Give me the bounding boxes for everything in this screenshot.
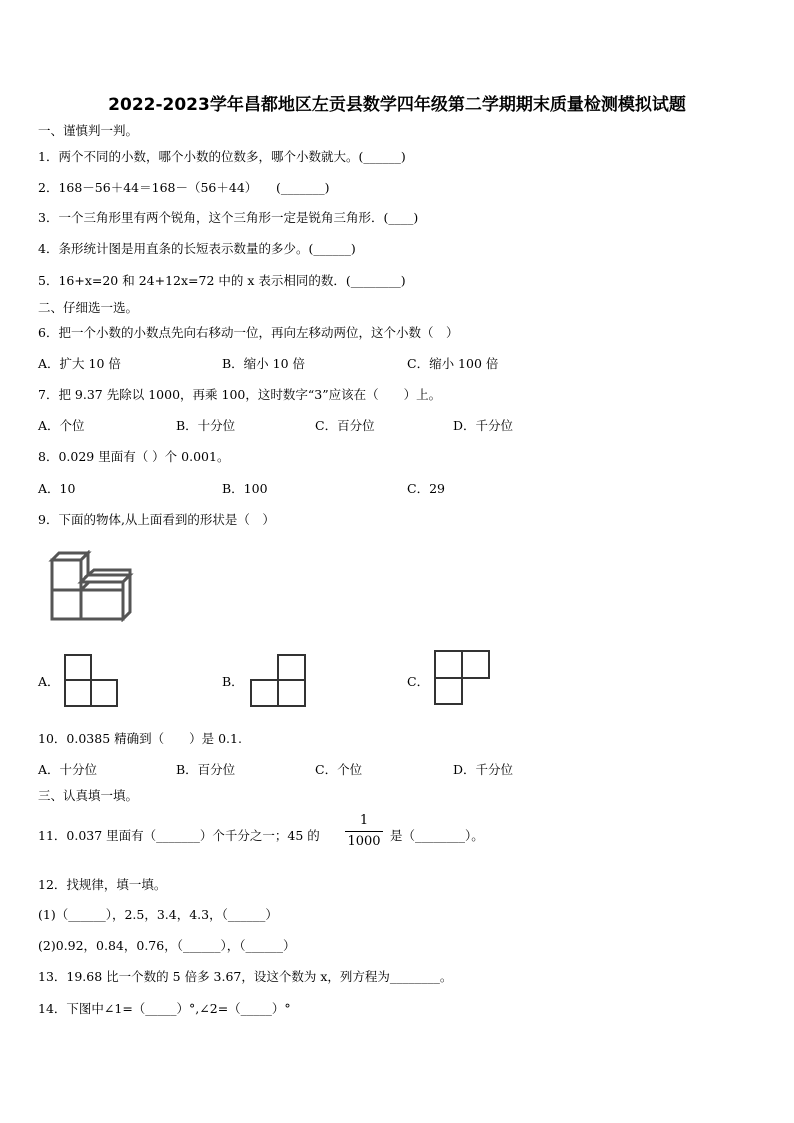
q10-option-a: A．十分位 — [38, 762, 98, 777]
fraction-numerator: 1 — [359, 813, 369, 828]
question-12-part-2: (2)0.92，0.84，0.76，（______），（______） — [38, 938, 296, 953]
q6-option-b: B．缩小 10 倍 — [222, 356, 306, 371]
question-5: 5．16+x=20 和 24+12x=72 中的 x 表示相同的数．(________) — [38, 273, 406, 288]
q10-option-d: D．千分位 — [453, 762, 514, 777]
q7-option-d: D．千分位 — [453, 418, 514, 433]
question-4: 4．条形统计图是用直条的长短表示数量的多少。(______) — [38, 241, 356, 256]
question-14: 14．下图中∠1=（_____）°,∠2=（_____）° — [38, 1001, 291, 1016]
q9-option-c: C． — [407, 674, 430, 689]
fraction-denominator: 1000 — [347, 834, 381, 849]
question-13: 13．19.68 比一个数的 5 倍多 3.67，设这个数为 x，列方程为________。 — [38, 969, 453, 984]
q6-option-c: C．缩小 100 倍 — [407, 356, 499, 371]
section-1-heading: 一、谨慎判一判。 — [38, 123, 139, 138]
question-7: 7．把 9.37 先除以 1000，再乘 100，这时数字“3”应该在（ ）上。 — [38, 387, 442, 402]
question-12-part-1: (1)（______），2.5，3.4，4.3，（______） — [38, 907, 278, 922]
q7-option-c: C．百分位 — [315, 418, 375, 433]
section-2-heading: 二、仔细选一选。 — [38, 300, 139, 315]
q8-option-a: A．10 — [38, 481, 76, 496]
question-11-part-2: 是（________）。 — [390, 828, 484, 843]
option-c-shape-figure — [434, 650, 492, 706]
fraction-bar — [345, 831, 383, 832]
page-title: 2022-2023学年昌都地区左贡县数学四年级第二学期期末质量检测模拟试题 — [108, 95, 686, 115]
q9-option-a: A． — [38, 674, 60, 689]
cube-stack-figure — [46, 550, 136, 622]
q8-option-c: C．29 — [407, 481, 445, 496]
question-3: 3．一个三角形里有两个锐角，这个三角形一定是锐角三角形．(____) — [38, 210, 419, 225]
option-a-shape-figure — [64, 654, 120, 708]
question-11-part-1: 11．0.037 里面有（_______）个千分之一；45 的 — [38, 828, 320, 843]
question-9: 9．下面的物体,从上面看到的形状是（ ） — [38, 512, 275, 527]
fraction-one-thousandth — [345, 812, 383, 851]
question-8: 8．0.029 里面有（ ）个 0.001。 — [38, 449, 230, 464]
section-3-heading: 三、认真填一填。 — [38, 788, 139, 803]
option-b-shape-figure — [250, 654, 308, 708]
question-10: 10．0.0385 精确到（ ）是 0.1. — [38, 731, 242, 746]
question-1: 1．两个不同的小数，哪个小数的位数多，哪个小数就大。(______) — [38, 149, 406, 164]
question-6: 6．把一个小数的小数点先向右移动一位，再向左移动两位，这个小数（ ） — [38, 325, 459, 340]
q9-option-b: B． — [222, 674, 244, 689]
q7-option-a: A．个位 — [38, 418, 85, 433]
q10-option-c: C．个位 — [315, 762, 363, 777]
q8-option-b: B．100 — [222, 481, 268, 496]
q7-option-b: B．十分位 — [176, 418, 236, 433]
q6-option-a: A．扩大 10 倍 — [38, 356, 121, 371]
q10-option-b: B．百分位 — [176, 762, 236, 777]
question-12: 12．找规律，填一填。 — [38, 877, 167, 892]
question-2: 2．168－56＋44＝168－（56＋44） (_______) — [38, 180, 330, 195]
